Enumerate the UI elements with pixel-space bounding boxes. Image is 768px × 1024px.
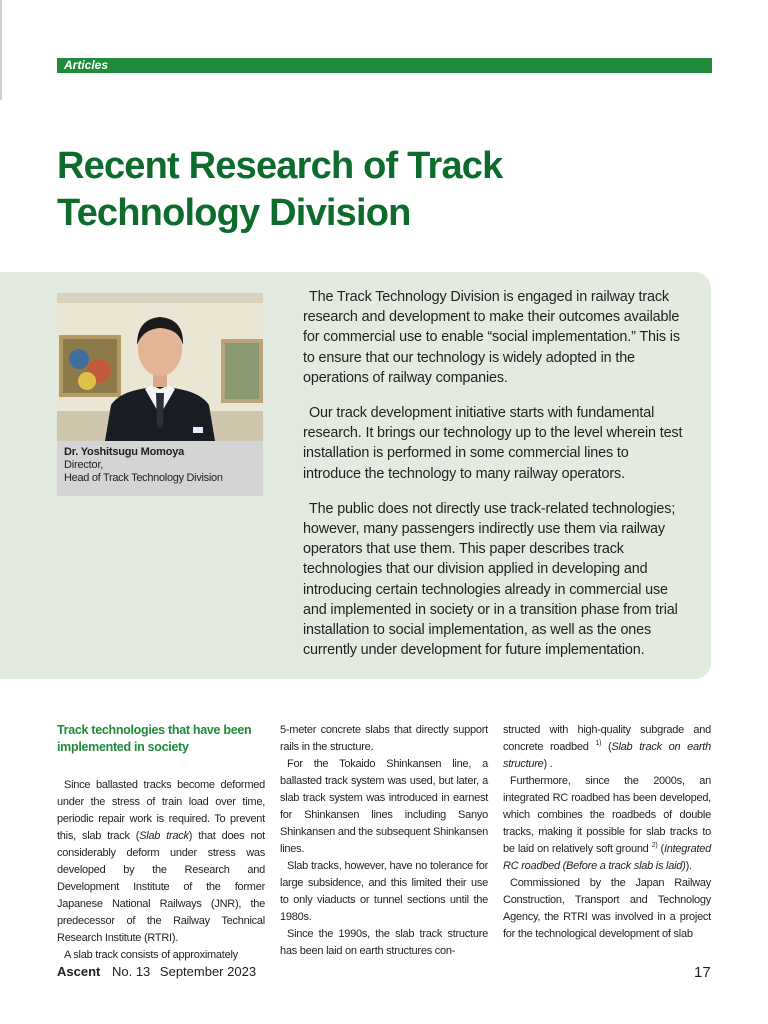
body-paragraph: structed with high-quality subgrade and concrete roadbed $^{1)}$ (Slab track on earth structure) .	[503, 724, 711, 770]
section-bar	[57, 58, 712, 73]
body-paragraph: Commissioned by the Japan Railway Construction, Transport and Technology Agency, the RTRI was involved in a project for the technological development of slab	[503, 877, 711, 940]
body-paragraph: 5-meter concrete slabs that directly support rails in the structure.	[280, 724, 488, 753]
author-name: Dr. Yoshitsugu Momoya	[64, 446, 185, 458]
body-paragraph: Slab tracks, however, have no tolerance for large subsidence, and this limited their use to only viaducts or tunnel sections until the 1980s.	[280, 860, 488, 923]
intro-paragraph: Our track development initiative starts with fundamental research. It brings our technology up to the level wherein test installation is performed in some commercial lines to introduce the technology to many railway operators.	[303, 405, 683, 482]
body-paragraph: Since ballasted tracks become deformed under the stress of train load over time, periodic repair work is required. To prevent this, slab track (Slab track) that does not considerably deform under stress was developed by the Research and Development Institute of the former Japanese National Railways (JNR), the predecessor of the Railway Technical Research Institute (RTRI).	[57, 779, 265, 944]
term-italic: Integrated RC roadbed (Before a track slab is laid)	[503, 843, 711, 872]
author-caption	[57, 441, 263, 496]
section-heading: Track technologies that have been implemented in society	[57, 723, 252, 754]
reference-mark: 2)	[651, 842, 658, 849]
title-line-1: Recent Research of Track	[57, 145, 503, 187]
page-number: 17	[694, 964, 711, 981]
issue-number: No. 13	[111, 964, 151, 979]
intro-paragraph: The Track Technology Division is engaged in railway track research and development to make their outcomes available for commercial use to enable “social implementation.” This is to ensure that our technology is widely adopted in the operations of railway companies.	[303, 289, 680, 386]
intro-paragraph: The public does not directly use track-related technologies; however, many passengers indirectly use them via railway operators that use them. This paper describes track technologies that our division applied in developing and introducing certain technologies already in commercial use and implemented in society or in a transition phase from trial installation to social implementation, as well as the ones currently under development for future implementation.	[303, 500, 678, 659]
body-column-2	[280, 722, 488, 960]
body-paragraph: Furthermore, since the 2000s, an integrated RC roadbed has been developed, which combines the roadbeds of double tracks, making it possible for slab tracks to be laid on relatively soft ground $^{2)}$ (Integrated RC roadbed (Before a track slab is laid)).	[503, 775, 711, 872]
reference-mark: 1)	[595, 740, 602, 747]
author-position: Head of Track Technology Division	[64, 472, 223, 484]
author-photo	[57, 293, 263, 441]
body-paragraph: A slab track consists of approximately	[64, 949, 238, 961]
article-title	[57, 143, 707, 237]
body-paragraph: For the Tokaido Shinkansen line, a ballasted track system was used, but later, a slab track system was introduced in earnest for Shinkansen lines including Sanyo Shinkansen and the subsequent Shinkansen lines.	[280, 758, 488, 855]
term-italic: Slab track	[139, 830, 189, 842]
author-portrait-image	[57, 293, 263, 441]
title-line-2: Technology Division	[57, 192, 411, 234]
section-label: Articles	[64, 58, 109, 72]
magazine-name: Ascent	[57, 964, 101, 979]
author-role: Director,	[64, 459, 104, 471]
body-column-1	[57, 722, 265, 964]
intro-text	[303, 287, 689, 675]
issue-date: September 2023	[159, 964, 257, 979]
term-italic: Slab track on earth structure	[503, 741, 711, 770]
page-footer	[57, 964, 256, 979]
page-edge-rule	[0, 0, 2, 100]
body-paragraph: Since the 1990s, the slab track structure has been laid on earth structures con-	[280, 928, 488, 957]
body-column-3	[503, 722, 711, 943]
